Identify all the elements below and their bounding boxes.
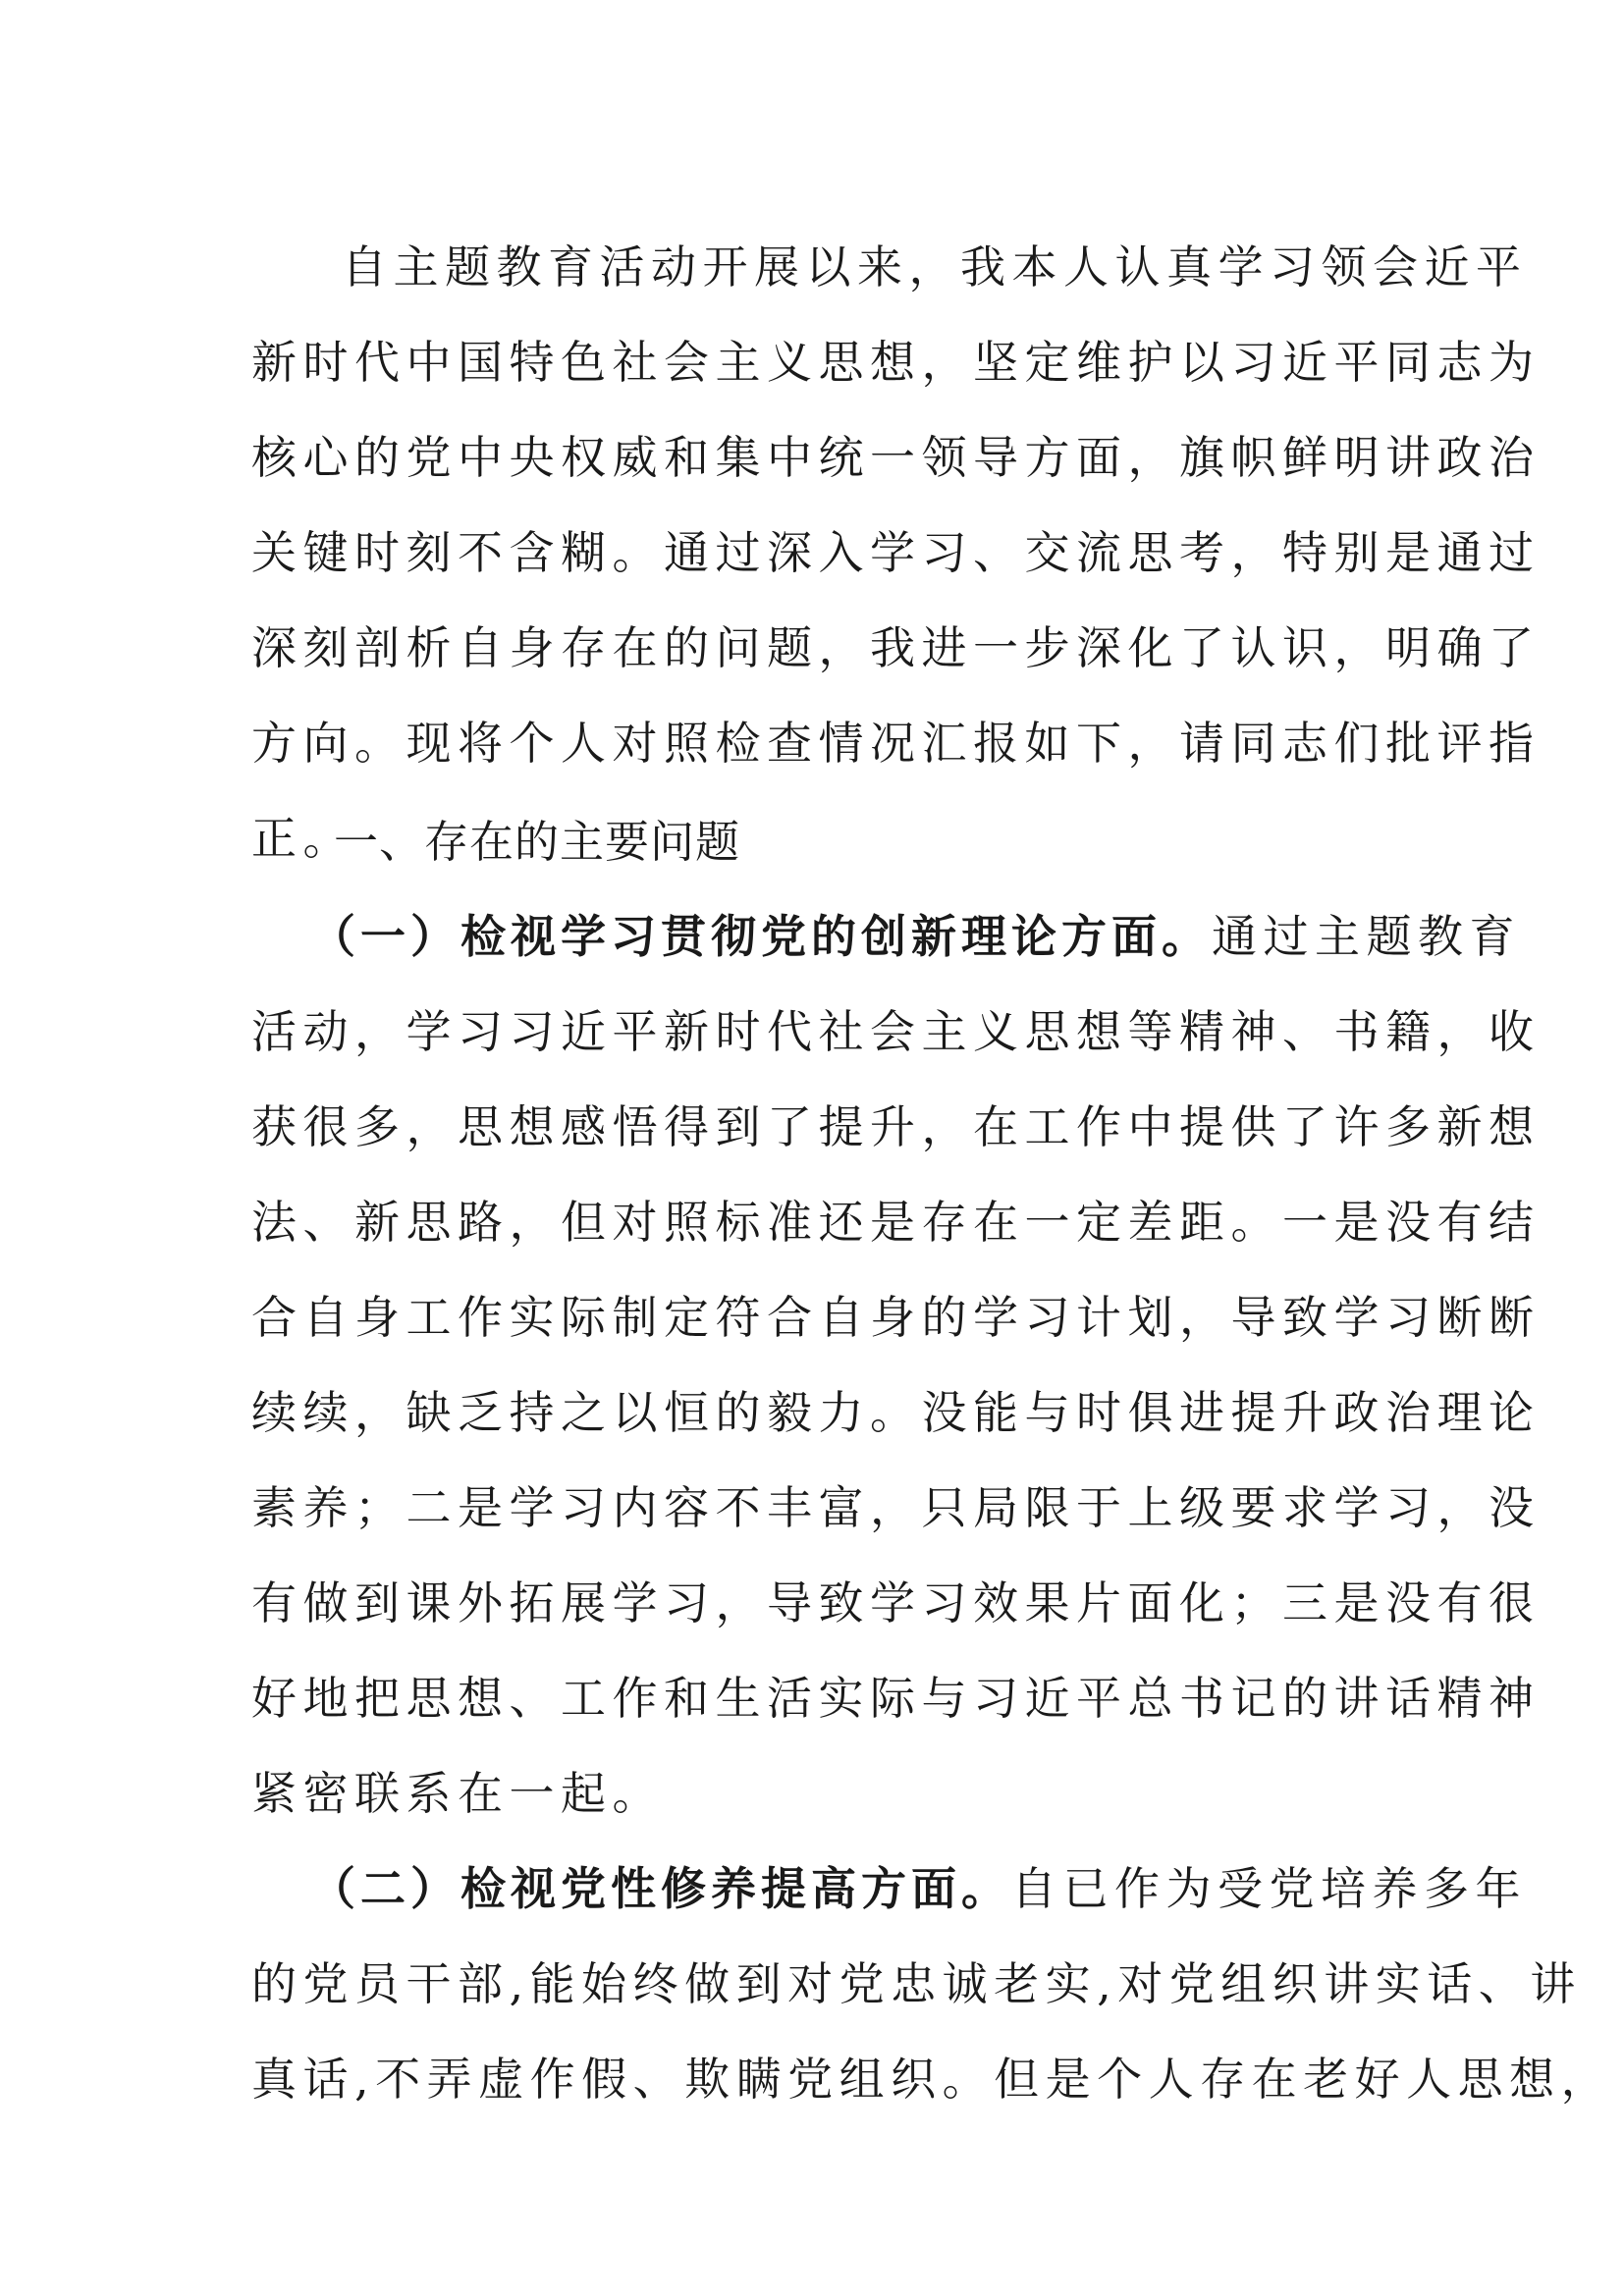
intro-line-5: 深刻剖析自身存在的问题，我进一步深化了认识，明确了 xyxy=(251,621,1541,674)
section-1 xyxy=(251,794,1380,889)
intro-line-3: 核心的党中央权威和集中统一领导方面，旗帜鲜明讲政治 xyxy=(251,431,1541,484)
intro-line-6: 方向。现将个人对照检查情况汇报如下，请同志们批评指 xyxy=(251,717,1541,770)
item-2-first-rest: 自已作为受党培养多年 xyxy=(1011,1862,1527,1915)
intro-line-4: 关键时刻不含糊。通过深入学习、交流思考，特别是通过 xyxy=(251,526,1541,579)
item-1-lead: （一）检视学习贯彻党的创新理论方面。 xyxy=(310,910,1212,963)
item-1-line: 活动，学习习近平新时代社会主义思想等精神、书籍，收 xyxy=(251,1005,1541,1058)
item-1-line: 素养；二是学习内容不丰富，只局限于上级要求学习，没 xyxy=(251,1481,1541,1534)
item-1-first-line xyxy=(251,889,1521,985)
item-2-lead: （二）检视党性修养提高方面。 xyxy=(310,1862,1011,1915)
item-1-line: 好地把思想、工作和生活实际与习近平总书记的讲话精神 xyxy=(251,1672,1541,1725)
item-1-line: 法、新思路，但对照标准还是存在一定差距。一是没有结 xyxy=(251,1196,1541,1249)
item-1-first-rest: 通过主题教育 xyxy=(1212,910,1521,963)
intro-line-1: 自主题教育活动开展以来，我本人认真学习领会近平 xyxy=(342,240,1528,294)
intro-line-7: 正。 xyxy=(251,812,354,865)
item-2-line: 的党员干部,能始终做到对党忠诚老实,对党组织讲实话、讲 xyxy=(251,1957,1582,2010)
item-1-line: 续续，缺乏持之以恒的毅力。没能与时俱进提升政治理论 xyxy=(251,1386,1541,1439)
item-2-paragraph xyxy=(251,1842,1613,2127)
section-heading: 一、存在的主要问题 xyxy=(334,816,741,868)
item-1-line: 获很多，思想感悟得到了提升，在工作中提供了许多新想 xyxy=(251,1100,1541,1153)
item-2-first-line xyxy=(251,1842,1527,1937)
item-1-line: 紧密联系在一起。 xyxy=(251,1767,664,1820)
item-2-line: 真话,不弄虚作假、欺瞒党组织。但是个人存在老好人思想， xyxy=(251,2053,1613,2106)
intro-paragraph xyxy=(251,220,1541,886)
item-1-line: 有做到课外拓展学习，导致学习效果片面化；三是没有很 xyxy=(251,1576,1541,1629)
item-1-paragraph xyxy=(251,889,1541,1842)
intro-line-2: 新时代中国特色社会主义思想，坚定维护以习近平同志为 xyxy=(251,336,1541,389)
item-1-line: 合自身工作实际制定符合自身的学习计划，导致学习断断 xyxy=(251,1291,1541,1344)
